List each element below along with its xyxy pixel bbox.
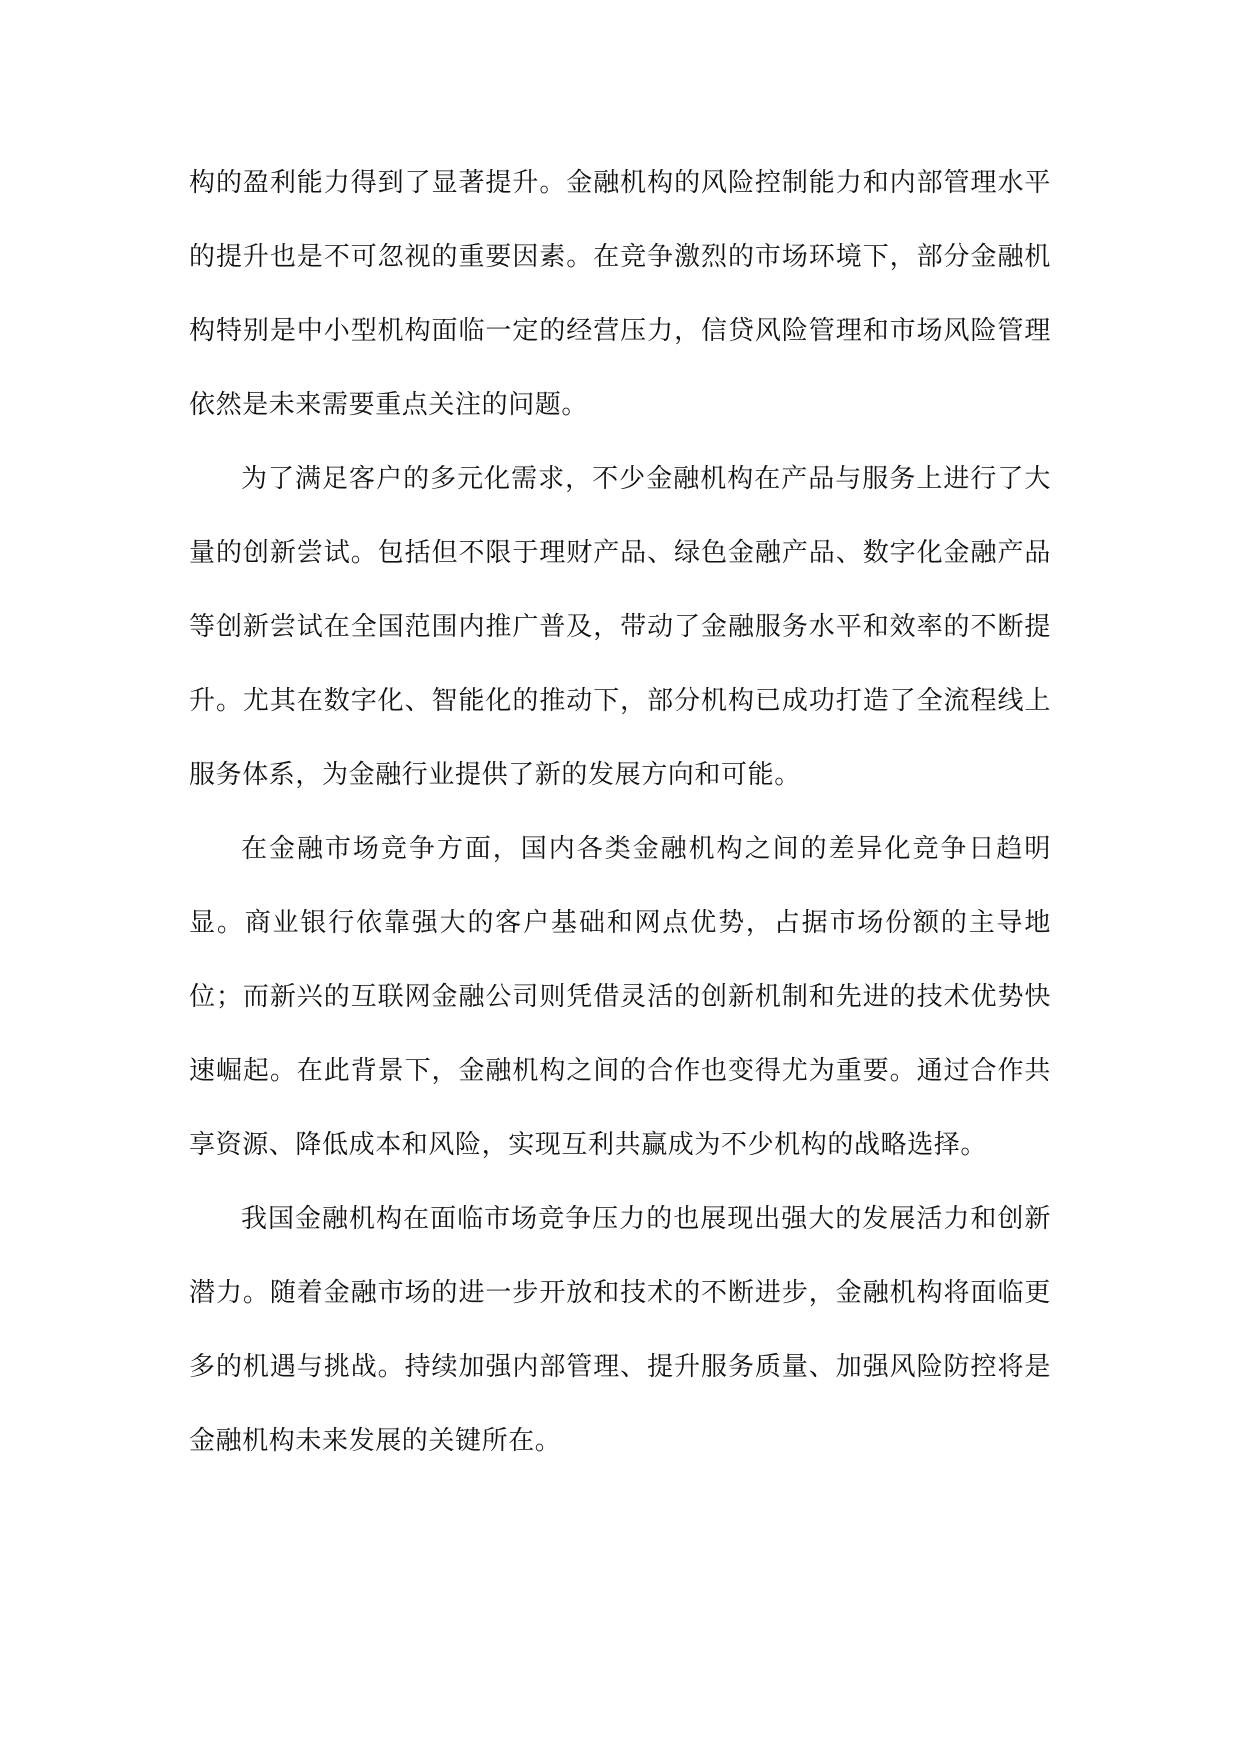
paragraph-2: 为了满足客户的多元化需求，不少金融机构在产品与服务上进行了大量的创新尝试。包括但不限于理财产品、绿色金融产品、数字化金融产品等创新尝试在全国范围内推广普及，带动了金融服务水平和效率的不断提升。尤其在数字化、智能化的推动下，部分机构已成功打造了全流程线上服务体系，为金融行业提供了新的发展方向和可能。 bbox=[189, 464, 1051, 790]
paragraph-4: 我国金融机构在面临市场竞争压力的也展现出强大的发展活力和创新潜力。随着金融市场的进一步开放和技术的不断进步，金融机构将面临更多的机遇与挑战。持续加强内部管理、提升服务质量、加强风险防控将是金融机构未来发展的关键所在。 bbox=[189, 1204, 1051, 1456]
paragraph-3: 在金融市场竞争方面，国内各类金融机构之间的差异化竞争日趋明显。商业银行依靠强大的客户基础和网点优势，占据市场份额的主导地位；而新兴的互联网金融公司则凭借灵活的创新机制和先进的技术优势快速崛起。在此背景下，金融机构之间的合作也变得尤为重要。通过合作共享资源、降低成本和风险，实现互利共赢成为不少机构的战略选择。 bbox=[189, 834, 1051, 1160]
document-body bbox=[189, 146, 1051, 1478]
paragraph-1: 构的盈利能力得到了显著提升。金融机构的风险控制能力和内部管理水平的提升也是不可忽视的重要因素。在竞争激烈的市场环境下，部分金融机构特别是中小型机构面临一定的经营压力，信贷风险管理和市场风险管理依然是未来需要重点关注的问题。 bbox=[189, 168, 1051, 420]
